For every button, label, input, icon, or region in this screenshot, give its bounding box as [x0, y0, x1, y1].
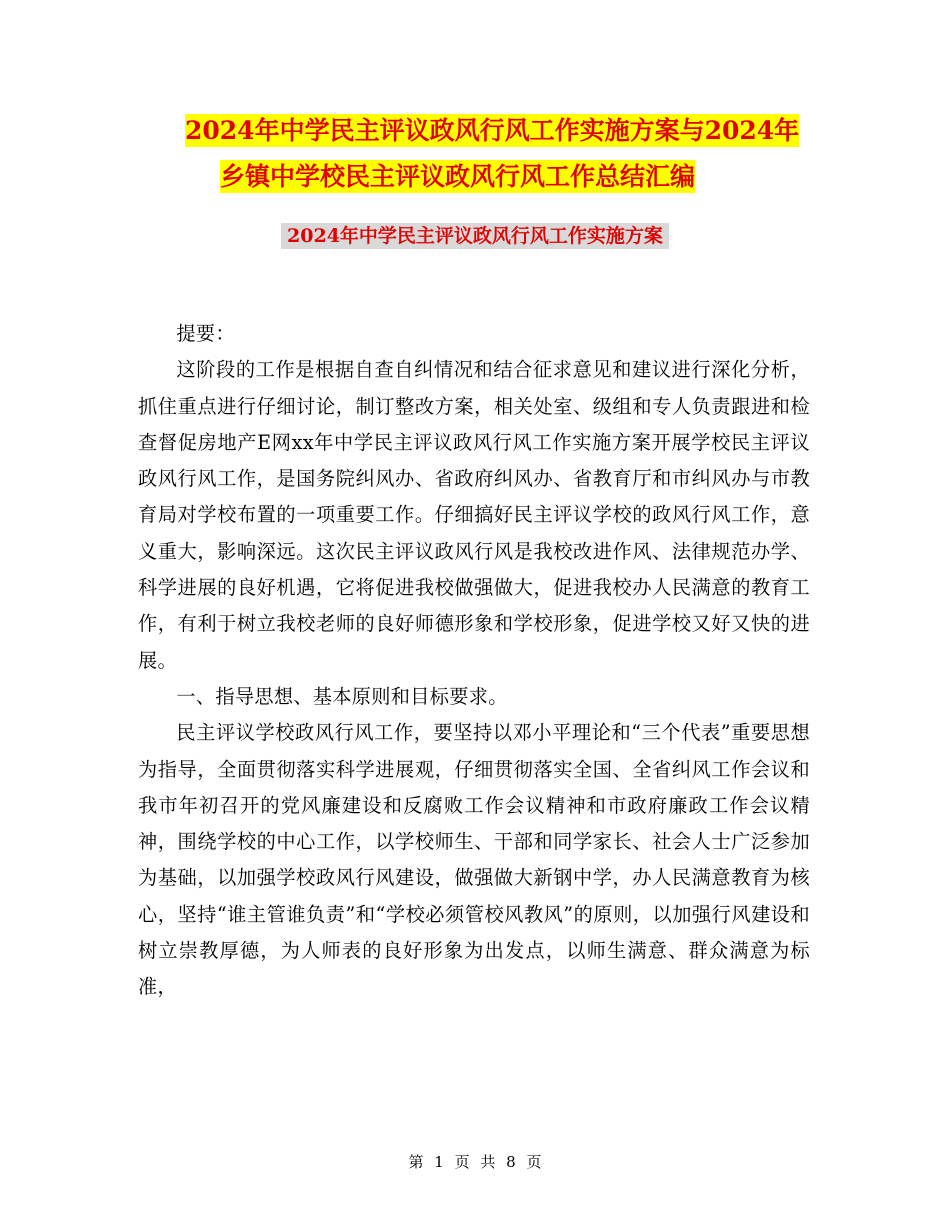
- title-line-1: 2024年中学民主评议政风行风工作实施方案与2024年: [185, 116, 800, 145]
- page-footer: 第 1 页 共 8 页: [408, 1153, 542, 1171]
- title-line-2: 乡镇中学校民主评议政风行风工作总结汇编: [220, 162, 696, 191]
- title-line-2-wrapper: [185, 154, 825, 200]
- paragraph-intro: 这阶段的工作是根据自查自纠情况和结合征求意见和建议进行深化分析，抓住重点进行仔细讨论，制订整改方案，相关处室、级组和专人负责跟进和检查督促房地产E网xx年中学民主评议政风行风工作实施方案开展学校民主评议政风行风工作，是国务院纠风办、省政府纠风办、省教育厅和市纠风办与市教育局对学校布置的一项重要工作。仔细搞好民主评议学校的政风行风工作，意义重大，影响深远。这次民主评议政风行风是我校改进作风、法律规范办学、科学进展的良好机遇，它将促进我校做强做大，促进我校办人民满意的教育工作，有利于树立我校老师的良好师德形象和学校形象，促进学校又好又快的进展。: [138, 358, 810, 672]
- paragraph-heading-1: 一、指导思想、基本原则和目标要求。: [176, 684, 508, 708]
- paragraph-guiding-ideology: 民主评议学校政风行风工作，要坚持以邓小平理论和“三个代表”重要思想为指导，全面贯彻落实科学进展观，仔细贯彻落实全国、全省纠风工作会议和我市年初召开的党风廉建设和反腐败工作会议精神和市政府廉政工作会议精神，围绕学校的中心工作，以学校师生、干部和同学家长、社会人士广泛参加为基础，以加强学校政风行风建设，做强做大新钢中学，办人民满意教育为核心，坚持“谁主管谁负责”和“学校必须管校风教风”的原则，以加强行风建设和树立崇教厚德，为人师表的良好形象为出发点，以师生满意、群众满意为标准，: [138, 721, 810, 999]
- document-title: [185, 108, 825, 200]
- section-title-text: 2024年中学民主评议政风行风工作实施方案: [281, 223, 669, 249]
- paragraph-summary-label: 提要：: [176, 322, 235, 345]
- section-title: [0, 218, 950, 254]
- document-body: [138, 316, 810, 1006]
